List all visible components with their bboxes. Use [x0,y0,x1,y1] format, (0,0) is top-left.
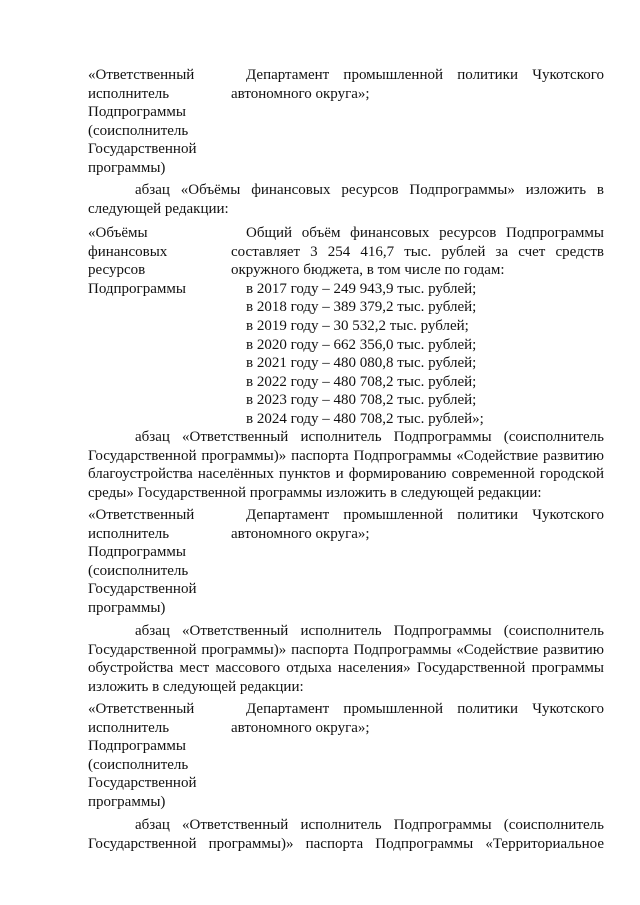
label-line: Подпрограммы [88,104,186,121]
paragraph-line: абзац «Объёмы финансовых ресурсов Подпрограммы» изложить в [135,182,604,198]
value-line: Общий объём финансовых ресурсов Подпрограммы [246,225,604,241]
passport-table-financing [88,224,604,429]
table-label-cell [88,66,218,178]
paragraph-line: Государственной программы)» паспорта Подпрограммы «Территориальное [88,835,604,852]
paragraph-line: Государственной программы)» паспорта Подпрограммы «Содействие развитию [88,641,604,658]
value-line: автономного округа»; [231,719,370,736]
label-line: «Ответственный [88,701,195,717]
label-line: «Объёмы [88,225,148,241]
paragraph-territorial-subprogram [88,816,604,853]
label-line: Подпрограммы [88,544,186,561]
label-line: Подпрограммы [88,280,186,297]
passport-table-responsible-2 [88,506,604,618]
label-line: программы) [88,159,166,176]
paragraph-line: абзац «Ответственный исполнитель Подпрограммы (соисполнитель [135,429,604,445]
paragraph-line: абзац «Ответственный исполнитель Подпрограммы (соисполнитель [135,623,604,639]
year-amount-line: в 2022 году – 480 708,2 тыс. рублей; [246,373,477,390]
label-line: исполнитель [88,719,170,736]
paragraph-recreation-subprogram [88,622,604,696]
label-line: программы) [88,599,166,616]
label-line: Государственной [88,775,197,792]
label-line: (соисполнитель [88,122,189,139]
year-amount-line: в 2018 году – 389 379,2 тыс. рублей; [246,299,477,316]
value-line: составляет 3 254 416,7 тыс. рублей за счет средств [231,243,604,260]
label-line: (соисполнитель [88,756,189,773]
label-line: исполнитель [88,85,170,102]
paragraph-line: следующей редакции: [88,200,229,217]
label-line: «Ответственный [88,67,195,83]
value-line: окружного бюджета, в том числе по годам: [231,262,505,279]
year-amount-line: в 2020 году – 662 356,0 тыс. рублей; [246,336,477,353]
paragraph-line: обустройства мест массового отдыха населения» Государственной программы [88,660,604,677]
label-line: финансовых [88,243,168,260]
label-line: программы) [88,793,166,810]
table-value-cell [231,66,604,178]
passport-table-responsible-3 [88,700,604,812]
label-line: Государственной [88,581,197,598]
label-line: исполнитель [88,525,170,542]
passport-table-responsible-1 [88,66,604,178]
paragraph-financing-intro [88,181,604,218]
label-line: ресурсов [88,262,146,279]
label-line: (соисполнитель [88,562,189,579]
table-value-cell [231,506,604,618]
year-amount-line: в 2023 году – 480 708,2 тыс. рублей; [246,392,477,409]
table-label-cell [88,506,218,618]
year-amount-line: в 2017 году – 249 943,9 тыс. рублей; [246,280,477,297]
value-line: Департамент промышленной политики Чукотского [246,701,604,717]
paragraph-improvement-subprogram [88,428,604,502]
table-value-cell [231,700,604,812]
value-line: Департамент промышленной политики Чукотского [246,507,604,523]
paragraph-line: абзац «Ответственный исполнитель Подпрограммы (соисполнитель [135,817,604,833]
paragraph-line: благоустройства населённых пунктов и формированию современной городской [88,466,604,483]
paragraph-line: Государственной программы)» паспорта Подпрограммы «Содействие развитию [88,447,604,464]
table-value-cell [231,224,604,429]
year-amount-line: в 2024 году – 480 708,2 тыс. рублей»; [246,410,484,427]
value-line: автономного округа»; [231,525,370,542]
paragraph-line: среды» Государственной программы изложить в следующей редакции: [88,484,542,501]
table-label-cell [88,224,218,429]
label-line: «Ответственный [88,507,195,523]
label-line: Государственной [88,141,197,158]
label-line: Подпрограммы [88,738,186,755]
table-label-cell [88,700,218,812]
year-amount-line: в 2021 году – 480 080,8 тыс. рублей; [246,355,477,372]
value-line: автономного округа»; [231,85,370,102]
year-amount-line: в 2019 году – 30 532,2 тыс. рублей; [246,317,469,334]
value-line: Департамент промышленной политики Чукотского [246,67,604,83]
paragraph-line: изложить в следующей редакции: [88,678,304,695]
